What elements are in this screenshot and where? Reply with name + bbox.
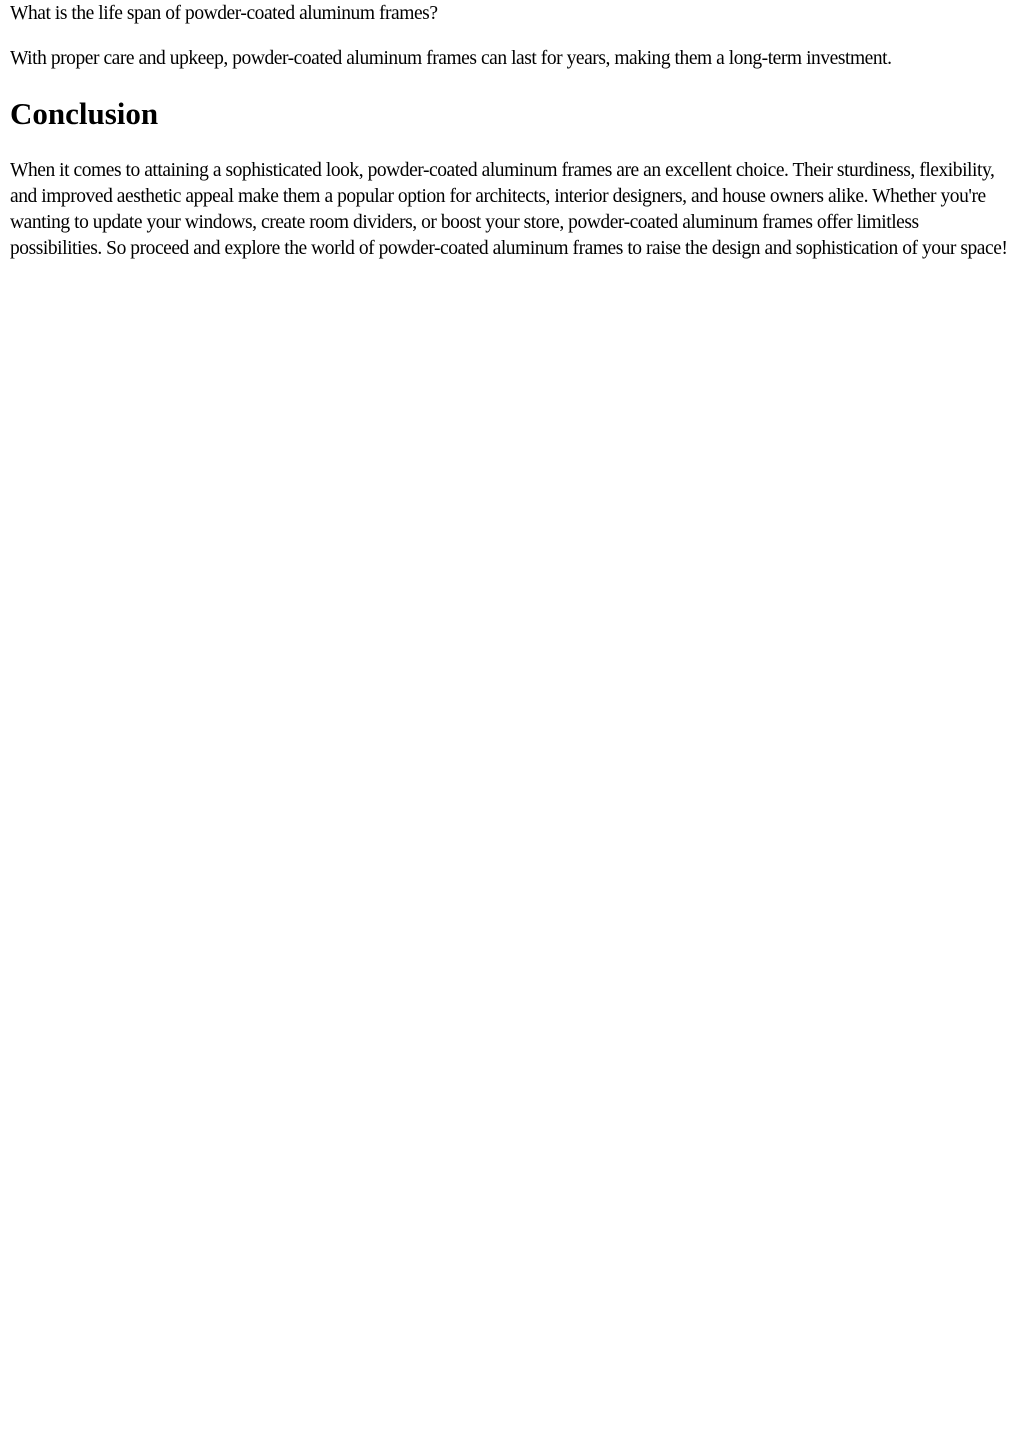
faq-question: What is the life span of powder-coated aluminum frames? xyxy=(10,3,438,24)
conclusion-heading: Conclusion xyxy=(10,96,159,131)
conclusion-paragraph: When it comes to attaining a sophisticated look, powder-coated aluminum frames are an excellent choice. Their sturdiness, flexibility, and improved aesthetic appeal make them a popular option for architects, interior designers, and house owners alike. Whether you're wanting to update your windows, create room dividers, or boost your store, powder-coated aluminum frames offer limitless possibilities. So proceed and explore the world of powder-coated aluminum frames to raise the design and sophistication of your space! xyxy=(10,160,1008,259)
faq-answer: With proper care and upkeep, powder-coated aluminum frames can last for years, making them a long-term investment. xyxy=(10,48,892,69)
